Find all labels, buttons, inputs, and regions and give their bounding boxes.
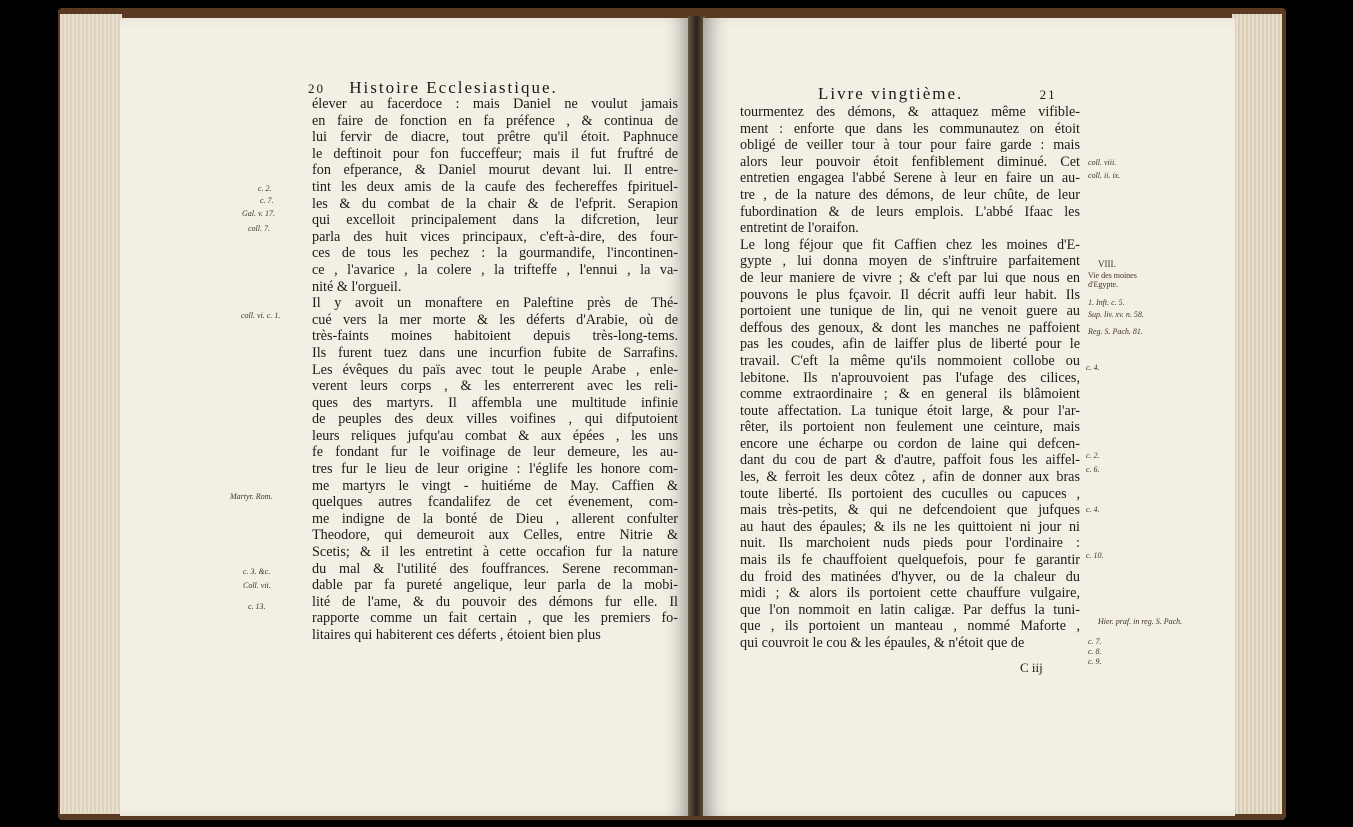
text-line: tint les deux amis de la caufe des fechereffes fpirituel- bbox=[312, 178, 678, 195]
text-line: entretien engagea l'abbé Serene à leur en faire un au- bbox=[740, 170, 1080, 187]
right-page-edges bbox=[1232, 14, 1282, 814]
text-line: dable par fa pureté angelique, leur parla de la mobi- bbox=[312, 577, 678, 594]
text-line: lui fervir de diacre, tout prêtre qu'il étoit. Paphnuce bbox=[312, 129, 678, 146]
text-line: fe fondant fur le voifinage de leur demeure, les au- bbox=[312, 444, 678, 461]
text-line: que l'on nommoit en latin caligæ. Par deffus la tuni- bbox=[740, 601, 1080, 618]
text-line: litaires qui habiterent ces déferts , étoient bien plus bbox=[312, 627, 601, 643]
text-line: travail. C'eft la même qu'ils nommoient collobe ou bbox=[740, 352, 1080, 369]
text-line: portoient une tunique de lin, qui ne venoit guere au bbox=[740, 303, 1080, 320]
right-page-number: 21 bbox=[1039, 87, 1057, 102]
margin-note: c. 9. bbox=[1088, 657, 1102, 666]
right-running-head bbox=[818, 84, 1057, 104]
text-line: Theodore, qui demeuroit aux Celles, entre Nitrie & bbox=[312, 527, 678, 544]
text-line: nuit. Ils marchoient nuds pieds pour l'ordinaire : bbox=[740, 535, 1080, 552]
right-page-body bbox=[740, 104, 1080, 652]
text-line: ces de tous les pechez : la gourmandife, l'incontinen- bbox=[312, 245, 678, 262]
text-line: mais ils fe chauffoient quelquefois, pour fe garantir bbox=[740, 552, 1080, 569]
text-line: Il y avoit un monaftere en Paleftine près de Thé- bbox=[312, 295, 678, 312]
text-line: élever au facerdoce : mais Daniel ne voulut jamais bbox=[312, 96, 678, 112]
text-line: Scetis; & il les entretint à cette occafion fur la nature bbox=[312, 544, 678, 561]
text-line: me indigne de la bonté de Dieu , allerent confulter bbox=[312, 510, 678, 527]
text-line: que , ils portoient un manteau , nommé Maforte , bbox=[740, 618, 1080, 635]
margin-note: c. 10. bbox=[1086, 551, 1104, 560]
text-line: gypte , lui donna moyen de s'inftruire parfaitement bbox=[740, 253, 1080, 270]
margin-note: c. 6. bbox=[1086, 465, 1100, 474]
text-line: toute liberté. Ils portoient des cuculles ou capuces , bbox=[740, 485, 1080, 502]
text-line: au haut des épaules; & ils ne les quittoient ni jour ni bbox=[740, 518, 1080, 535]
text-line: lité de l'ame, & du pouvoir des démons fur elle. Il bbox=[312, 593, 678, 610]
margin-note: c. 2. bbox=[258, 184, 272, 193]
margin-note: c. 8. bbox=[1088, 647, 1102, 656]
margin-note: c. 7. bbox=[260, 196, 274, 205]
margin-note: coll. vi. c. 1. bbox=[241, 311, 281, 320]
text-line: obligé de veiller tour à tour pour faire garde : mais bbox=[740, 137, 1080, 154]
text-line: alors leur pouvoir étoit fenfiblement diminué. Cet bbox=[740, 153, 1080, 170]
text-line: les, & ferroit les deux côtez , afin de donner aux bras bbox=[740, 469, 1080, 486]
text-line: verent leurs corps , & les enterrerent avec les reli- bbox=[312, 378, 678, 395]
margin-note: 1. Inft. c. 5. bbox=[1088, 298, 1125, 307]
margin-note: c. 4. bbox=[1086, 505, 1100, 514]
text-line: mais très-petits, & qui ne defcendoient que jufques bbox=[740, 502, 1080, 519]
margin-note: Sup. liv. xv. n. 58. bbox=[1088, 310, 1144, 319]
margin-note: coll. viii. bbox=[1088, 158, 1117, 167]
text-line: pouvons le plus fçavoir. Il décrit auffi leur habit. Ils bbox=[740, 286, 1080, 303]
text-line: nité & l'orgueil. bbox=[312, 278, 402, 295]
text-line: du mal & l'utilité des fouffrances. Serene recomman- bbox=[312, 560, 678, 577]
text-line: deffous des genoux, & dont les manches ne paffoient bbox=[740, 319, 1080, 336]
left-page-edges bbox=[60, 14, 122, 814]
margin-note: Coll. vii. bbox=[243, 581, 271, 590]
text-line: me martyrs le vingt - huitiéme de May. Caffien & bbox=[312, 477, 678, 494]
text-line: rapporte comme un fait certain , que les premiers fo- bbox=[312, 610, 678, 627]
margin-note: coll. ii. ix. bbox=[1088, 171, 1121, 180]
left-page-body bbox=[312, 96, 678, 644]
text-line: leurs reliques jufqu'au combat & aux épées , les uns bbox=[312, 427, 678, 444]
text-line: tourmentez des démons, & attaquez même vifible- bbox=[740, 104, 1080, 120]
margin-note: c. 3. &c. bbox=[243, 567, 271, 576]
text-line: encore une écharpe ou cordon de laine qui defcen- bbox=[740, 435, 1080, 452]
text-line: parla des huit vices principaux, c'eft-à-dire, des four- bbox=[312, 228, 678, 245]
text-line: Ils furent tuez dans une incurfion fubite de Sarrafins. bbox=[312, 344, 678, 361]
text-line: très-faints moines habitoient depuis très-long-tems. bbox=[312, 328, 678, 345]
margin-note: Martyr. Rom. bbox=[230, 492, 273, 501]
text-line: ment : enforte que dans les communautez on étoit bbox=[740, 120, 1080, 137]
text-line: dant du cou de part & d'autre, paffoit fous les aiffel- bbox=[740, 452, 1080, 469]
margin-note: Reg. S. Pach. 81. bbox=[1088, 327, 1143, 336]
signature-mark: C iij bbox=[1020, 660, 1043, 675]
text-line: en faire de fonction en fa préfence , & continua de bbox=[312, 112, 678, 129]
margin-note: coll. 7. bbox=[248, 224, 270, 233]
text-line: fubordination & de leurs emplois. L'abbé Ifaac les bbox=[740, 203, 1080, 220]
text-line: qui couvroit le cou & les épaules, & n'étoit que de bbox=[740, 635, 1025, 651]
left-page-number: 20 bbox=[308, 81, 325, 96]
left-running-head bbox=[308, 78, 558, 98]
text-line: du froid des matinées d'hyver, ou de la chaleur du bbox=[740, 568, 1080, 585]
section-heading: VIII. bbox=[1098, 259, 1116, 269]
margin-note: Gal. v. 17. bbox=[242, 209, 275, 218]
text-line: les & du combat de la chair & de l'efprit. Serapion bbox=[312, 195, 678, 212]
margin-note: c. 4. bbox=[1086, 363, 1100, 372]
text-line: ce , l'avarice , la colere , la trifteffe , l'ennui , la va- bbox=[312, 261, 678, 278]
text-line: de peuples des deux villes voifines , qui difputoient bbox=[312, 411, 678, 428]
text-line: ques des martyrs. Il affembla une multitude infinie bbox=[312, 394, 678, 411]
text-line: toute affectation. La tunique étoit large, & pour l'ar- bbox=[740, 402, 1080, 419]
text-line: entretint de l'oraifon. bbox=[740, 220, 859, 237]
text-line: tre , de la nature des démons, de leur chûte, de leur bbox=[740, 186, 1080, 203]
margin-note: c. 13. bbox=[248, 602, 266, 611]
text-line: cué vers la mer morte & les déferts d'Arabie, où de bbox=[312, 311, 678, 328]
text-line: tres fur le lieu de leur origine : l'églife les honore com- bbox=[312, 461, 678, 478]
text-line: pas les coudes, afin de laiffer plus de liberté pour le bbox=[740, 336, 1080, 353]
text-line: midi ; & alors ils portoient cette chauffure vulgaire, bbox=[740, 585, 1080, 602]
text-line: Les évêques du païs avec tout le peuple Arabe , enle- bbox=[312, 361, 678, 378]
section-subtitle-1: Vie des moines bbox=[1088, 271, 1137, 280]
margin-note: Hier. praf. in reg. S. Pach. bbox=[1098, 617, 1183, 626]
text-line: qui excelloit principalement dans la difcretion, leur bbox=[312, 212, 678, 229]
text-line: Le long féjour que fit Caffien chez les moines d'E- bbox=[740, 236, 1080, 253]
text-line: de leur maniere de vivre ; & c'eft par lui que nous en bbox=[740, 269, 1080, 286]
text-line: rêter, ils portoient non feulement une ceinture, mais bbox=[740, 419, 1080, 436]
text-line: lebitone. Ils n'aprouvoient pas l'ufage des cilices, bbox=[740, 369, 1080, 386]
text-line: fon efperance, & Daniel mourut devant lui. Il entre- bbox=[312, 162, 678, 179]
text-line: comme extraordinaire ; & en general ils blâmoient bbox=[740, 386, 1080, 403]
margin-note: c. 2. bbox=[1086, 451, 1100, 460]
left-running-title: Histoire Ecclesiastique. bbox=[349, 78, 558, 97]
text-line: quelques autres fcandalifez de cet évenement, com- bbox=[312, 494, 678, 511]
right-running-title: Livre vingtième. bbox=[818, 84, 964, 103]
section-subtitle-2: d'Egypte. bbox=[1088, 280, 1119, 289]
text-line: le deftinoit pour fon fucceffeur; mais il fut fruftré de bbox=[312, 145, 678, 162]
margin-note: c. 7. bbox=[1088, 637, 1102, 646]
